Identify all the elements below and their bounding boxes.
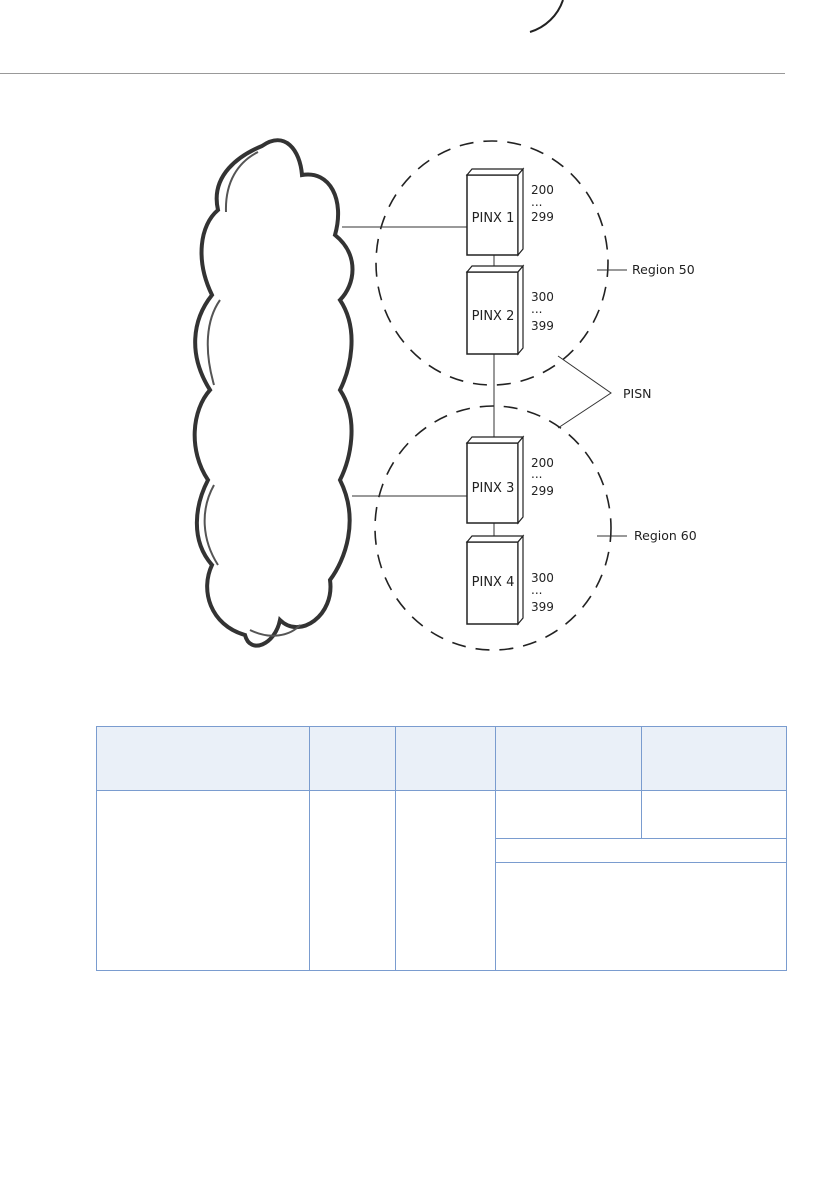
table-header-cell-4 — [496, 727, 642, 791]
pinx-3-range-ellipsis: ... — [531, 467, 543, 481]
config-table — [96, 726, 787, 971]
table-header-row — [97, 727, 787, 791]
table-cell — [496, 863, 787, 971]
pinx-2-range-end: 399 — [531, 319, 554, 333]
pinx-4-range-end: 399 — [531, 600, 554, 614]
cloud-shape — [195, 140, 353, 645]
pinx-3-range-end: 299 — [531, 484, 554, 498]
pinx-3-range-start: 200 — [531, 456, 554, 470]
table-header-cell-1 — [97, 727, 310, 791]
pisn-bracket — [558, 356, 611, 428]
table-cell — [642, 791, 787, 839]
table-row — [97, 791, 787, 839]
table-header-cell-5 — [642, 727, 787, 791]
table-header-cell-3 — [396, 727, 496, 791]
pinx-2-range-ellipsis: ... — [531, 302, 543, 316]
table-header-cell-2 — [310, 727, 396, 791]
pisn-label: PISN — [623, 386, 652, 401]
pinx-4-range-ellipsis: ... — [531, 583, 543, 597]
table-cell — [496, 791, 642, 839]
pinx-1-label: PINX 1 — [471, 211, 515, 226]
pinx-4-range-start: 300 — [531, 571, 554, 585]
pinx-1-range-end: 299 — [531, 210, 554, 224]
table-cell — [97, 791, 310, 971]
table-cell — [496, 839, 787, 863]
pinx-1-range-ellipsis: ... — [531, 195, 543, 209]
pinx-box-3 — [467, 437, 523, 523]
pinx-2-range-start: 300 — [531, 290, 554, 304]
pinx-4-label: PINX 4 — [471, 575, 515, 590]
table-cell — [396, 791, 496, 971]
pinx-3-label: PINX 3 — [471, 481, 515, 496]
pinx-1-range-start: 200 — [531, 183, 554, 197]
pinx-2-label: PINX 2 — [471, 309, 515, 324]
region-60-label: Region 60 — [634, 528, 697, 543]
region-50-label: Region 50 — [632, 262, 695, 277]
table-cell — [310, 791, 396, 971]
